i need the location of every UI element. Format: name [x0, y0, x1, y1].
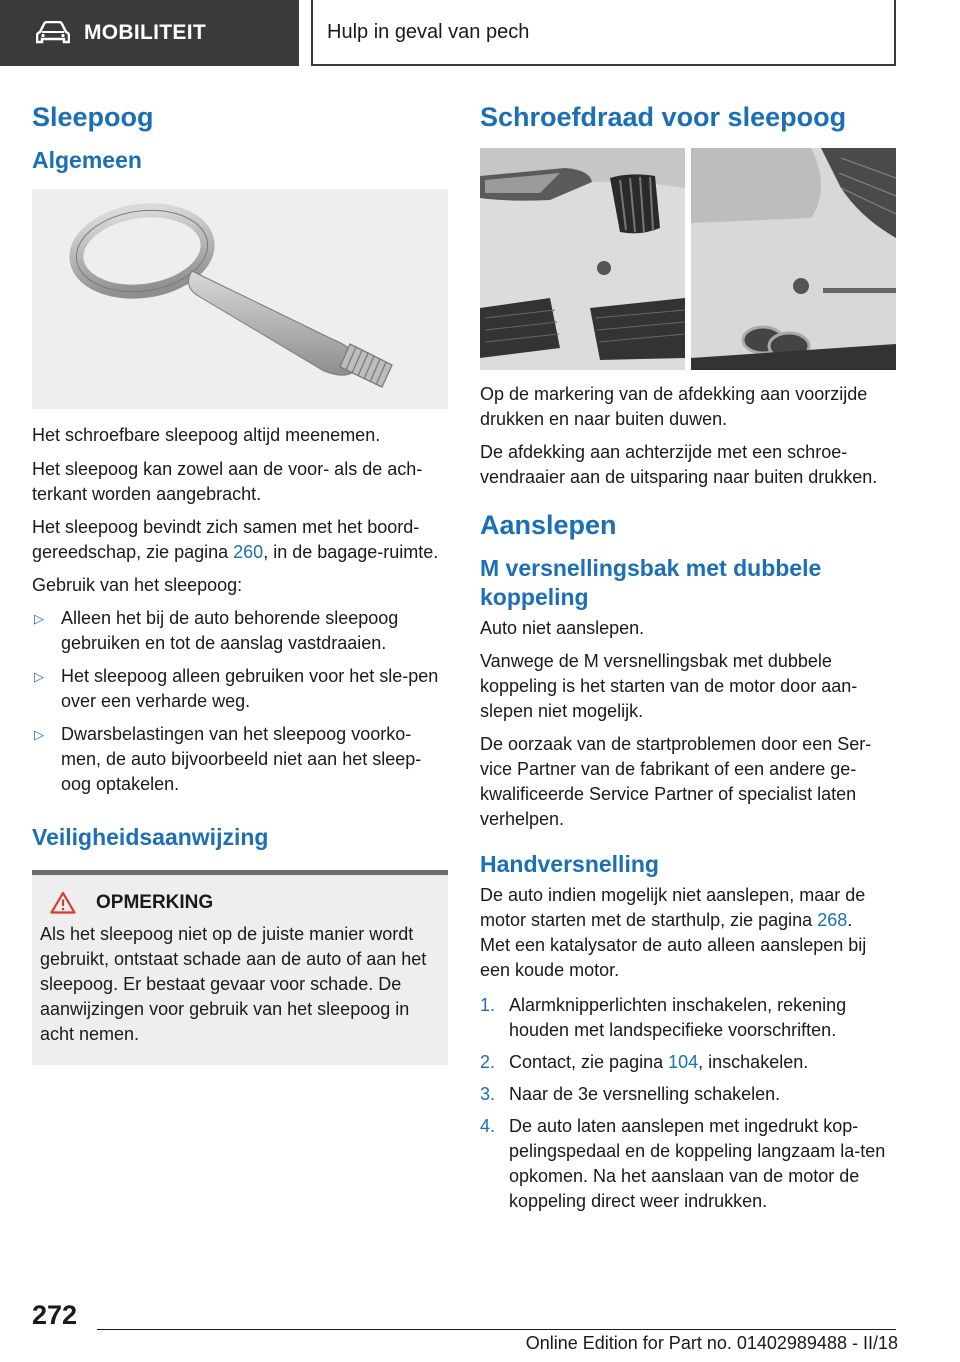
list-item	[32, 722, 448, 797]
chapter-title: MOBILITEIT	[84, 21, 206, 44]
text-starthulp	[480, 883, 898, 933]
list-item-text: Het sleepoog alleen gebruiken voor het sle-pen over een verharde weg.	[61, 666, 439, 711]
edition-text: Online Edition for Part no. 01402989488 - II/18	[525, 1333, 898, 1353]
text-usage-intro: Gebruik van het sleepoog:	[32, 575, 243, 595]
page-link-268[interactable]: 268	[817, 910, 848, 930]
triangle-bullet-icon: ▷	[34, 727, 44, 742]
list-item	[32, 664, 448, 714]
text-location-pre: Het sleepoog bevindt zich samen met het boord-gereedschap, zie pagina	[32, 517, 420, 562]
text-starthulp-post: .	[847, 910, 853, 930]
triangle-bullet-icon: ▷	[34, 669, 44, 684]
section-tab	[311, 0, 896, 66]
text-no-tow: Auto niet aanslepen.	[480, 618, 645, 638]
right-column	[480, 100, 898, 1221]
heading-algemeen: Algemeen	[32, 147, 142, 173]
page-link-104[interactable]: 104	[668, 1052, 699, 1072]
list-item	[480, 993, 898, 1043]
footer-divider	[97, 1329, 896, 1330]
usage-list	[32, 606, 448, 797]
step-number: 4.	[480, 1116, 496, 1136]
warning-note	[32, 870, 448, 1065]
triangle-bullet-icon: ▷	[34, 611, 44, 626]
list-item-text: Alleen het bij de auto behorende sleepoog gebruiken en tot de aanslag vastdraaien.	[61, 608, 399, 653]
page-number: 272	[32, 1300, 78, 1330]
heading-schroefdraad: Schroefdraad voor sleepoog	[480, 102, 847, 132]
chapter-tab[interactable]	[0, 0, 299, 66]
list-item	[32, 606, 448, 656]
text-always-carry: Het schroefbare sleepoog altijd meenemen.	[32, 425, 381, 445]
front-bumper-photo	[480, 148, 685, 370]
text-location	[32, 515, 448, 565]
heading-veiligheid: Veiligheidsaanwijzing	[32, 824, 269, 850]
text-service: De oorzaak van de startproblemen door een Ser-vice Partner van de fabrikant of een andere ge-kwalificeerde Service Partner of specialist laten verhelpen.	[480, 734, 872, 829]
page-link-260[interactable]: 260	[233, 542, 264, 562]
list-item-text-pre: Contact, zie pagina	[509, 1052, 669, 1072]
note-header	[40, 891, 438, 914]
section-title: Hulp in geval van pech	[327, 20, 530, 43]
heading-aanslepen: Aanslepen	[480, 510, 617, 540]
list-item-text: De auto laten aanslepen met ingedrukt kop-pelingspedaal en de koppeling langzaam la-ten opkomen. Na het aanslaan van de motor de koppeling direct weer indrukken.	[509, 1116, 886, 1211]
text-catalyst: Met een katalysator de auto alleen aanslepen bij een koude motor.	[480, 935, 867, 980]
step-number: 2.	[480, 1052, 496, 1072]
left-column	[32, 100, 448, 1065]
step-number: 1.	[480, 995, 496, 1015]
note-label: OPMERKING	[96, 891, 214, 913]
text-dct-reason: Vanwege de M versnellingsbak met dubbele koppeling is het starten van de motor door aan-slepen niet mogelijk.	[480, 651, 858, 721]
list-item	[480, 1114, 898, 1214]
step-number: 3.	[480, 1084, 496, 1104]
heading-handversnelling: Handversnelling	[480, 851, 659, 877]
list-item	[480, 1050, 898, 1075]
text-location-post: , in de bagage-ruimte.	[263, 542, 439, 562]
text-front-rear: Het sleepoog kan zowel aan de voor- als de ach-terkant worden aangebracht.	[32, 459, 423, 504]
text-front-cover: Op de markering van de afdekking aan voorzijde drukken en naar buiten duwen.	[480, 384, 868, 429]
list-item-text: Alarmknipperlichten inschakelen, rekening houden met landspecifieke voorschriften.	[509, 995, 847, 1040]
list-item-text: Naar de 3e versnelling schakelen.	[509, 1084, 781, 1104]
note-text: Als het sleepoog niet op de juiste manier wordt gebruikt, ontstaat schade aan de auto of aan het sleepoog. Er bestaat gevaar voor schade. De aanwijzingen voor gebruik van het sleepoog in acht nemen.	[40, 924, 427, 1044]
steps-list	[480, 993, 898, 1214]
list-item-text: Dwarsbelastingen van het sleepoog voorko-men, de auto bijvoorbeeld niet aan het sleep-oog optakelen.	[61, 724, 422, 794]
heading-sleepoog: Sleepoog	[32, 102, 154, 132]
car-icon	[36, 21, 70, 45]
page-header	[0, 0, 960, 66]
list-item-text-post: , inschakelen.	[698, 1052, 809, 1072]
heading-m-dct: M versnellingsbak met dubbele koppeling	[480, 555, 822, 610]
list-item	[480, 1082, 898, 1107]
rear-bumper-photo	[691, 148, 896, 370]
text-starthulp-pre: De auto indien mogelijk niet aanslepen, maar de motor starten met de starthulp, zie pagina	[480, 885, 866, 930]
tow-eye-illustration	[32, 189, 448, 409]
car-bumper-photos	[480, 148, 896, 370]
text-rear-cover: De afdekking aan achterzijde met een schroe-vendraaier aan de uitsparing naar buiten drukken.	[480, 442, 878, 487]
warning-triangle-icon	[50, 891, 76, 914]
